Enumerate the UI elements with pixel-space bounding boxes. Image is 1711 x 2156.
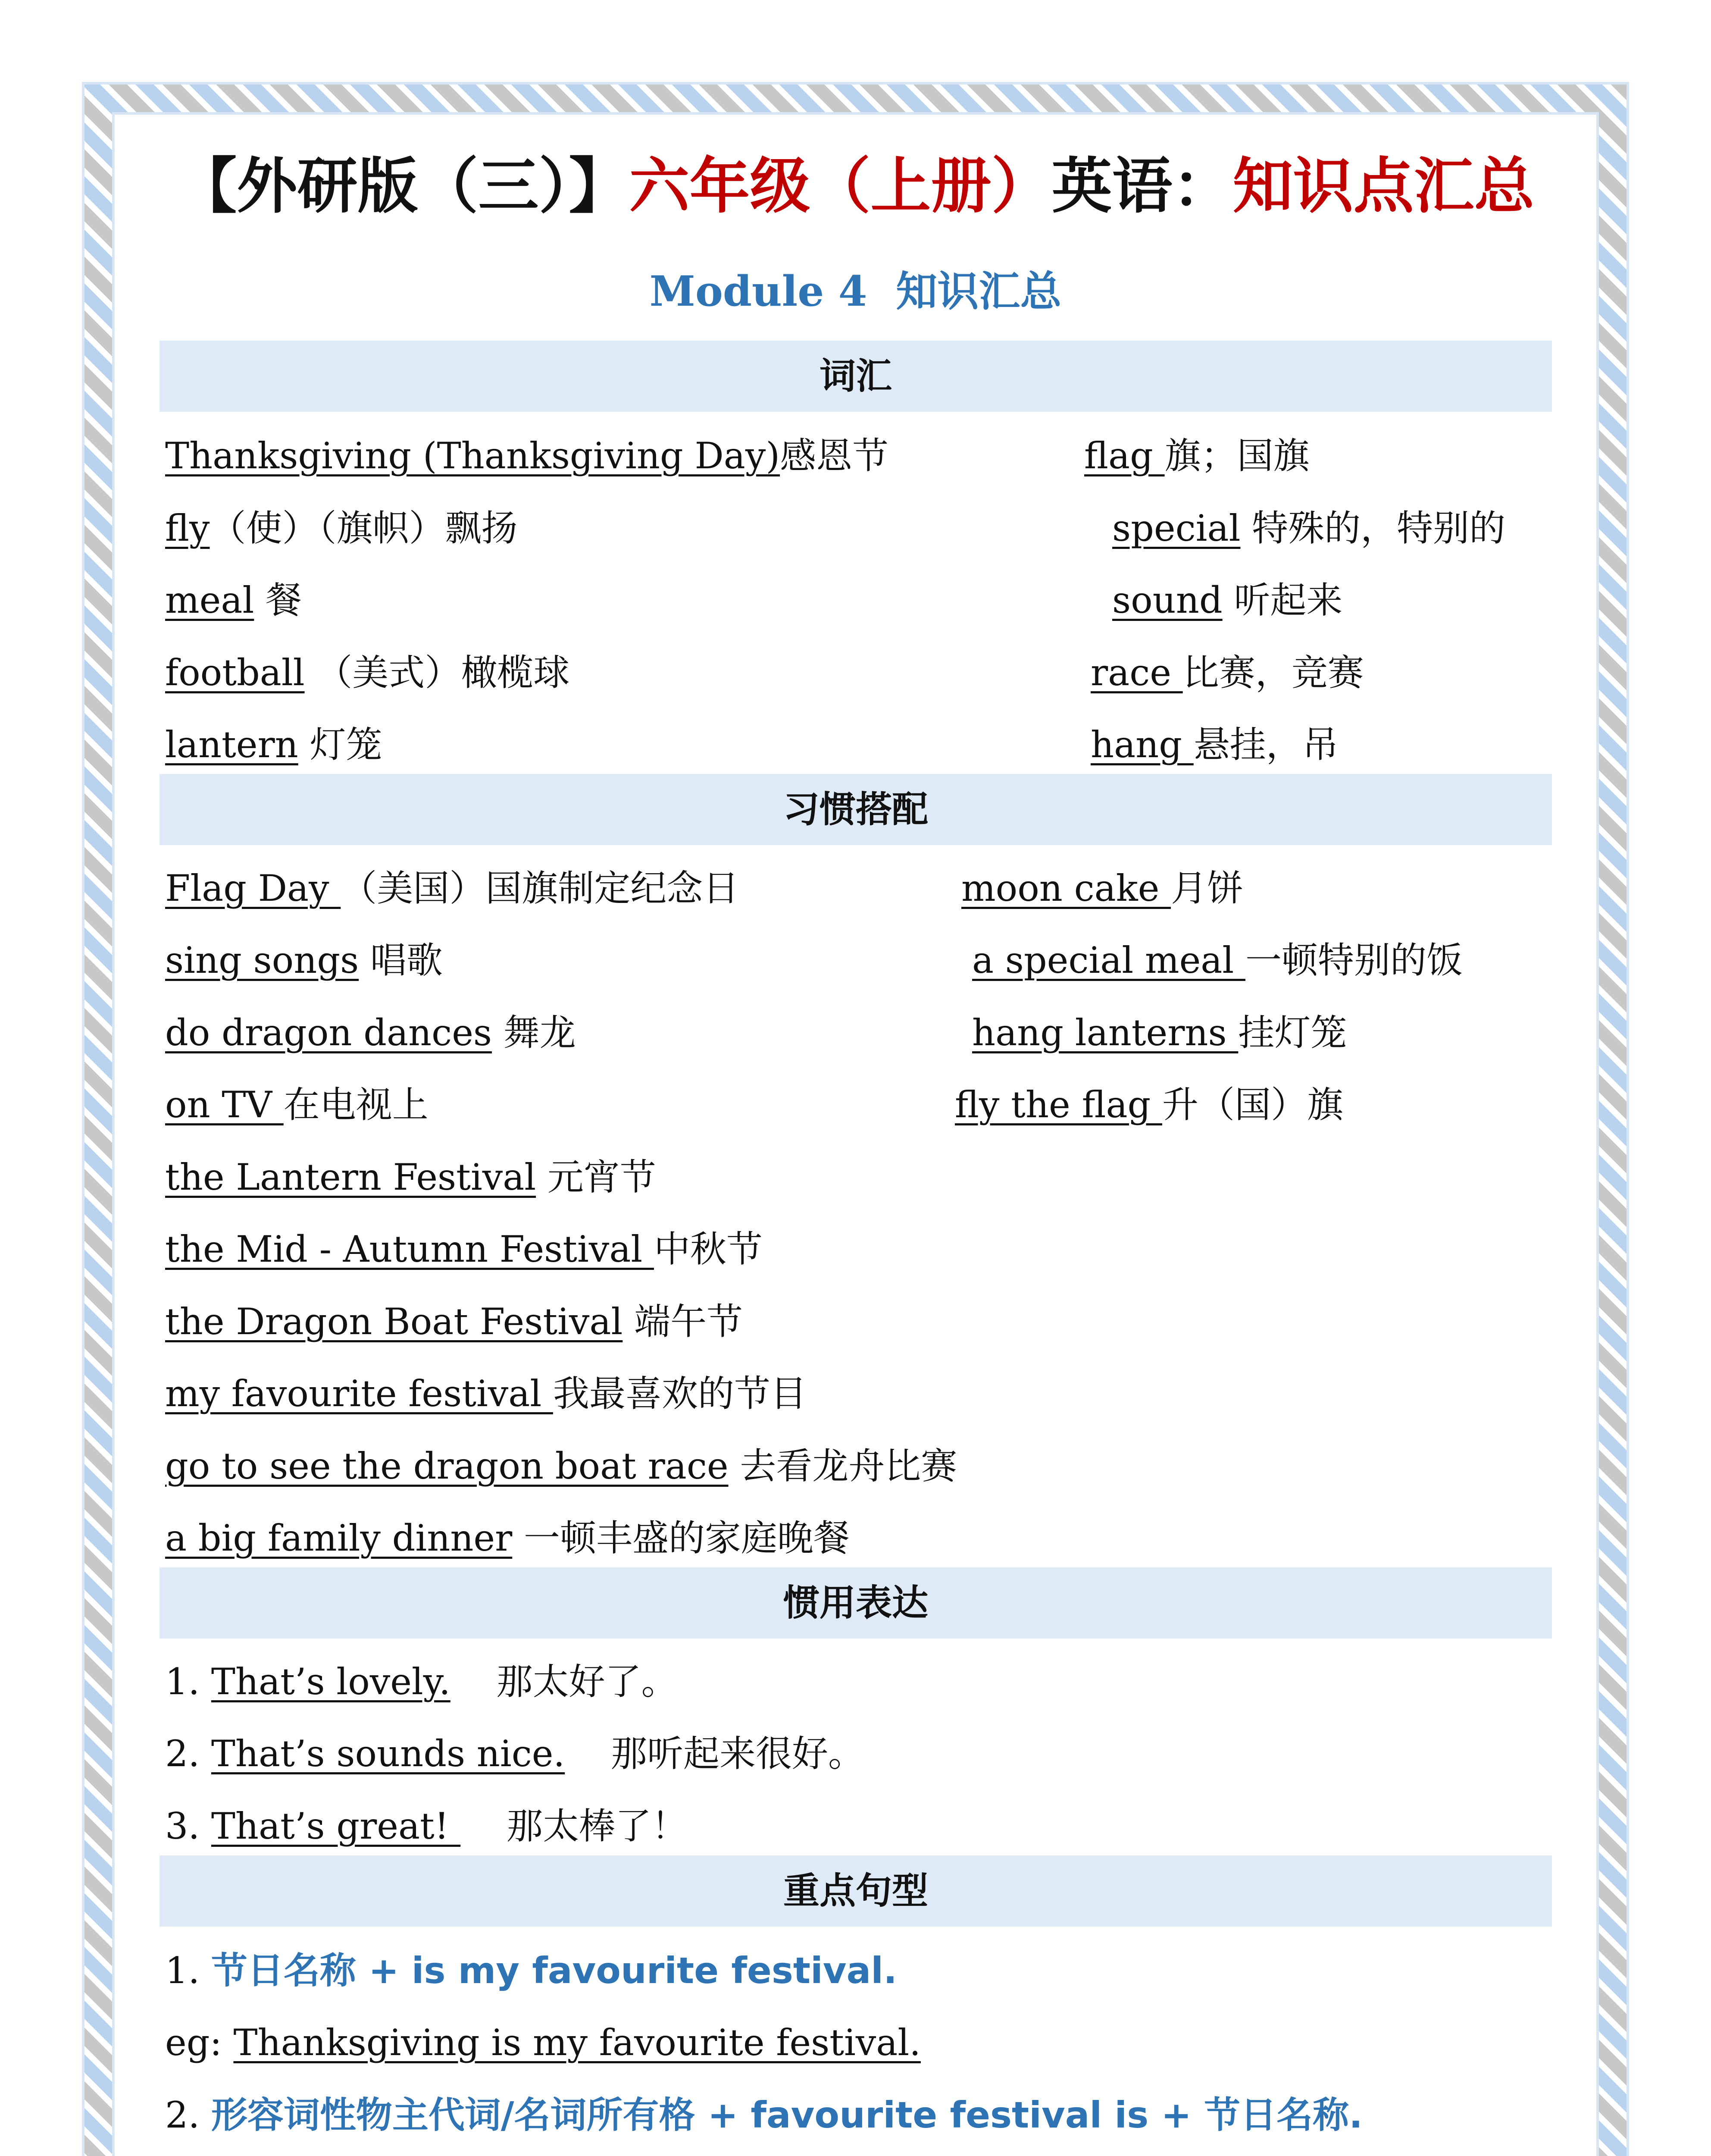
vocab-item: sound 听起来 xyxy=(1112,579,1343,621)
phrase-item: do dragon dances 舞龙 xyxy=(165,1012,576,1054)
phrase-item: on TV 在电视上 xyxy=(165,1084,429,1126)
expression-item: 1. That’s lovely. 那太好了。 xyxy=(165,1661,678,1703)
phrase-item: go to see the dragon boat race 去看龙舟比赛 xyxy=(165,1445,957,1487)
phrase-item: my favourite festival 我最喜欢的节目 xyxy=(165,1373,807,1415)
sentence-pattern: 2. 形容词性物主代词/名词所有格 + favourite festival is + 节日名称. xyxy=(165,2094,1363,2136)
phrase-item: the Mid - Autumn Festival 中秋节 xyxy=(165,1228,763,1270)
phrase-item: the Dragon Boat Festival 端午节 xyxy=(165,1300,743,1343)
vocab-item: special 特殊的，特别的 xyxy=(1112,507,1506,549)
vocab-item: Thanksgiving (Thanksgiving Day)感恩节 xyxy=(165,435,889,477)
sentence-pattern: 1. 节日名称 + is my favourite festival. xyxy=(165,1949,897,1992)
sentence-example: eg: Thanksgiving is my favourite festival. xyxy=(165,2021,921,2064)
expression-item: 3. That’s great! 那太棒了！ xyxy=(165,1805,688,1847)
section-header-sentences: 重点句型 xyxy=(160,1855,1552,1927)
phrase-item: fly the flag 升（国）旗 xyxy=(955,1084,1344,1126)
phrase-item: moon cake 月饼 xyxy=(961,867,1244,909)
vocab-item: lantern 灯笼 xyxy=(165,724,382,766)
vocab-item: hang 悬挂，吊 xyxy=(1091,724,1339,766)
phrase-item: the Lantern Festival 元宵节 xyxy=(165,1156,656,1198)
phrase-item: sing songs 唱歌 xyxy=(165,939,443,981)
section-header-phrases: 习惯搭配 xyxy=(160,774,1552,845)
module-subtitle: Module 4 知识汇总 xyxy=(649,267,1062,316)
border-line-inner xyxy=(112,112,1599,2156)
expression-item: 2. That’s sounds nice. 那听起来很好。 xyxy=(165,1733,865,1775)
vocab-item: meal 餐 xyxy=(165,579,302,621)
phrase-item: hang lanterns 挂灯笼 xyxy=(972,1012,1347,1054)
vocab-item: flag 旗；国旗 xyxy=(1084,435,1310,477)
vocab-item: fly（使）（旗帜）飘扬 xyxy=(165,507,518,549)
page-title: 【外研版（三）】六年级（上册）英语：知识点汇总 xyxy=(176,151,1535,222)
phrase-item: Flag Day （美国）国旗制定纪念日 xyxy=(165,867,739,909)
vocab-item: race 比赛，竞赛 xyxy=(1091,652,1364,694)
phrase-item: a big family dinner 一顿丰盛的家庭晚餐 xyxy=(165,1517,850,1559)
section-header-expressions: 惯用表达 xyxy=(160,1567,1552,1639)
section-header-vocab: 词汇 xyxy=(160,341,1552,412)
vocab-item: football （美式）橄榄球 xyxy=(165,652,570,694)
phrase-item: a special meal 一顿特别的饭 xyxy=(972,939,1463,981)
